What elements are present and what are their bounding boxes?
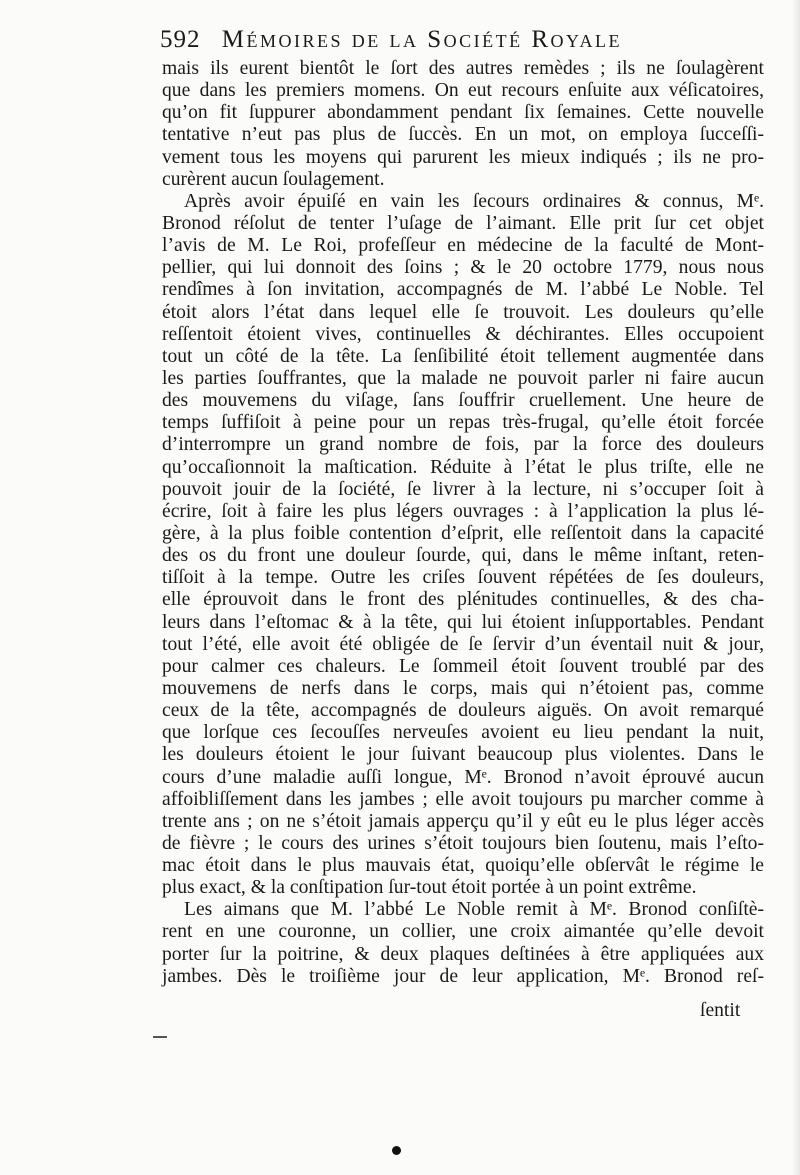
text-line: tout un côté de la tête. La ſenſibilité étoit tellement augmentée dans [162,345,764,367]
text-line: jambes. Dès le troiſième jour de leur application, Mᵉ. Bronod reſ- [162,965,764,987]
text-line: que dans les premiers momens. On eut recours enſuite aux véſicatoires, [162,80,764,102]
paragraph [162,191,764,900]
text-line: affoibliſſement dans les jambes ; elle avoit toujours pu marcher comme à [162,788,764,810]
text-line: pellier, qui lui donnoit des ſoins ; & le 20 octobre 1779, nous nous [162,257,764,279]
ink-dot [392,1146,401,1155]
text-line: des mouvemens du viſage, ſans ſouffrir cruellement. Une heure de [162,390,764,412]
text-line: trente ans ; on ne s’étoit jamais apperçu qu’il y eût eu le plus léger accès [162,810,764,832]
text-line: pour calmer ces chaleurs. Le ſommeil étoit ſouvent troublé par des [162,655,764,677]
text-line: les douleurs étoient le jour ſuivant beaucoup plus violentes. Dans le [162,744,764,766]
text-line: mouvemens de nerfs dans le corps, mais qui n’étoient pas, comme [162,677,764,699]
text-line: Les aimans que M. l’abbé Le Noble remit à Mᵉ. Bronod conſiſtè- [184,899,764,921]
text-line: pouvoit jouir de la ſociété, ſe livrer à la lecture, ni s’occuper ſoit à [162,478,764,500]
text-line: tout l’été, elle avoit été obligée de ſe ſervir d’un éventail nuit & jour, [162,633,764,655]
text-line: reſſentoit étoient vives, continuelles & déchirantes. Elles occupoient [162,323,764,345]
text-line: rendîmes à ſon invitation, accompagnés de M. l’abbé Le Noble. Tel [162,279,764,301]
running-header [160,26,775,54]
text-line: des os du front une douleur ſourde, qui, dans le même inſtant, reten- [162,545,764,567]
paragraph [162,899,764,988]
page-edge-shadow [792,0,800,1175]
body-text [162,58,764,988]
text-line: vement tous les moyens qui parurent les mieux indiqués ; ils ne pro- [162,146,764,168]
running-title: Mémoires de la Société Royale [221,26,623,53]
text-line: rent en une couronne, un collier, une croix aimantée qu’elle devoit [162,921,764,943]
text-line: leurs dans l’eſtomac & à la tête, qui lui étoient inſupportables. Pendant [162,611,764,633]
text-line: l’avis de M. Le Roi, profeſſeur en médecine de la faculté de Mont- [162,235,764,257]
text-line: les parties ſouffrantes, que la malade ne pouvoit parler ni faire aucun [162,367,764,389]
text-line: Bronod réſolut de tenter l’uſage de l’aimant. Elle prit ſur cet objet [162,212,764,234]
text-line: gère, à la plus foible contention d’eſprit, elle reſſentoit dans la capacité [162,522,764,544]
text-line: Après avoir épuiſé en vain les ſecours ordinaires & connus, Mᵉ. [184,190,764,212]
catchword: ſentit [700,1000,741,1021]
text-line: curèrent aucun ſoulagement. [162,168,385,190]
text-line: étoit alors l’état dans lequel elle ſe trouvoit. Les douleurs qu’elle [162,301,764,323]
text-line: mac étoit dans le plus mauvais état, quoiqu’elle obſervât le régime le [162,855,764,877]
page-number: 592 [160,26,201,53]
text-line: d’interrompre un grand nombre de fois, par la force des douleurs [162,434,764,456]
text-line: temps ſuffiſoit à peine pour un repas très-frugal, qu’elle étoit forcée [162,412,764,434]
text-line: porter ſur la poitrine, & deux plaques deſtinées à être appliquées aux [162,943,764,965]
text-line: qu’on fit ſuppurer abondamment pendant ſix ſemaines. Cette nouvelle [162,102,764,124]
text-line: écrire, ſoit à faire les plus légers ouvrages : à l’application la plus lé- [162,500,764,522]
text-line: tiſſoit à la tempe. Outre les criſes ſouvent répétées de ſes douleurs, [162,567,764,589]
margin-mark [153,1036,167,1038]
text-line: plus exact, & la conſtipation ſur-tout étoit portée à un point extrême. [162,877,697,899]
text-line: cours d’une maladie auſſi longue, Mᵉ. Bronod n’avoit éprouvé aucun [162,766,764,788]
text-line: de fièvre ; le cours des urines s’étoit toujours bien ſoutenu, mais l’eſto- [162,832,764,854]
text-line: qu’occaſionnoit la maſtication. Réduite à l’état le plus triſte, elle ne [162,456,764,478]
text-line: mais ils eurent bientôt le ſort des autres remèdes ; ils ne ſoulagèrent [162,58,764,79]
text-line: elle éprouvoit dans le front des plénitudes continuelles, & des cha- [162,589,764,611]
paragraph [162,58,764,191]
text-line: ceux de la tête, accompagnés de douleurs aiguës. On avoit remarqué [162,700,764,722]
text-line: tentative n’eut pas plus de ſuccès. En un mot, on employa ſucceſſi- [162,124,764,146]
text-line: que lorſque ces ſecouſſes nerveuſes avoient eu lieu pendant la nuit, [162,722,764,744]
